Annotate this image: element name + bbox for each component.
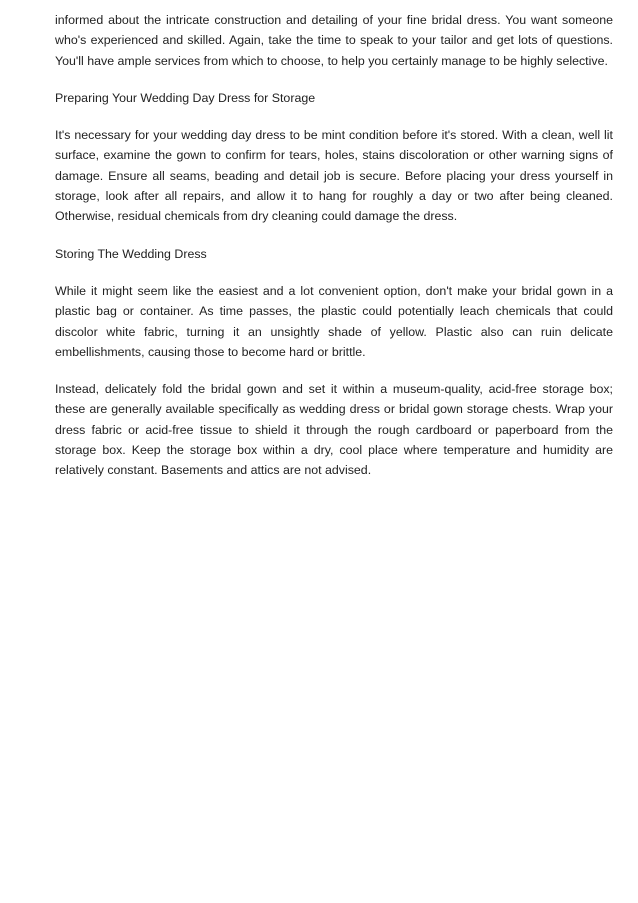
paragraph-plastic-warning: While it might seem like the easiest and a lot convenient option, don't make your bridal gown in a plastic bag or container. As time passes, the plastic could potentially leach chemicals that could discolor white fabric, turning it an unsightly shade of yellow. Plastic also can ruin delicate embellishments, causing those to become hard or brittle. [55,283,613,359]
document-body [55,10,613,498]
section-heading-preparing: Preparing Your Wedding Day Dress for Storage [55,90,316,105]
paragraph-preparing: It's necessary for your wedding day dress to be mint condition before it's stored. With a clean, well lit surface, examine the gown to confirm for tears, holes, stains discoloration or other warning signs of damage. Ensure all seams, beading and detail job is secure. Before placing your dress yourself in storage, look after all repairs, and allow it to hang for roughly a day or two after being cleaned. Otherwise, residual chemicals from dry cleaning could damage the dress. [55,128,613,224]
section-heading-storing: Storing The Wedding Dress [55,246,207,261]
paragraph-storage-box: Instead, delicately fold the bridal gown and set it within a museum-quality, acid-free storage box; these are generally available specifically as wedding dress or bridal gown storage chests. Wrap your dress fabric or acid-free tissue to shield it through the rough cardboard or paperboard from the storage box. Keep the storage box within a dry, cool place where temperature and humidity are relatively constant. Basements and attics are not advised. [55,382,613,478]
paragraph-intro: informed about the intricate construction and detailing of your fine bridal dress. You want someone who's experienced and skilled. Again, take the time to speak to your tailor and get lots of questions. You'll have ample services from which to choose, to help you certainly manage to be highly selective. [55,13,613,68]
